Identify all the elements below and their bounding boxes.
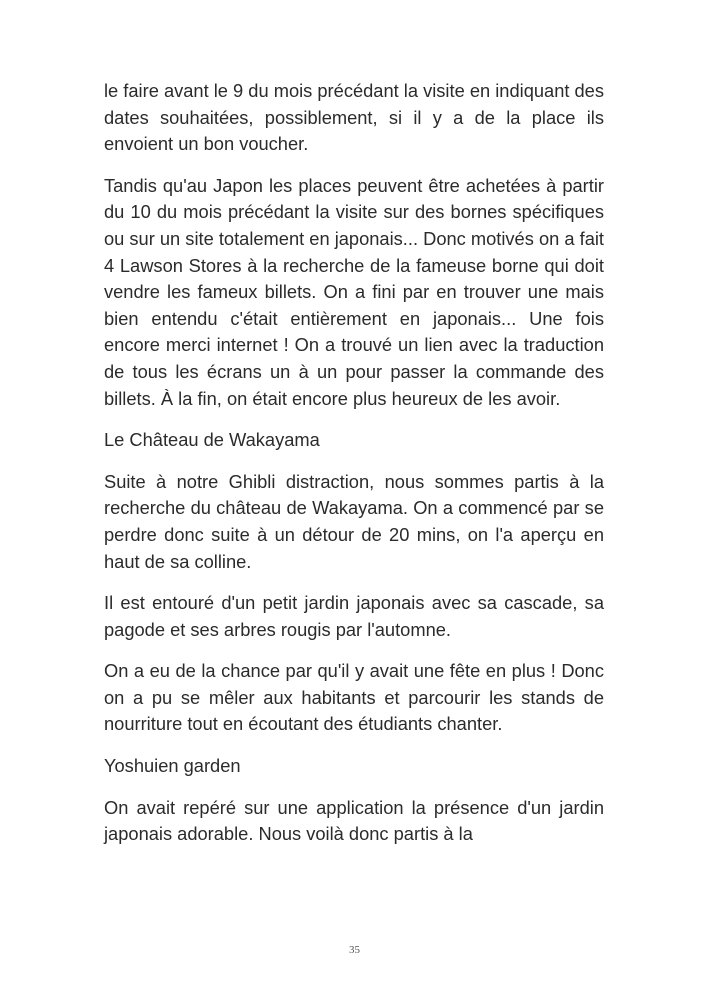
paragraph-castle-garden: Il est entouré d'un petit jardin japonais avec sa cascade, sa pagode et ses arbres rougis par l'automne. xyxy=(104,592,604,640)
paragraph-castle-search: Suite à notre Ghibli distraction, nous sommes partis à la recherche du château de Wakayama. On a commencé par se perdre donc suite à un détour de 20 mins, on l'a aperçu en haut de sa colline. xyxy=(104,470,604,572)
section-heading-yoshuien-garden: Yoshuien garden xyxy=(104,755,241,777)
page-content xyxy=(104,78,604,863)
section-heading-wakayama-castle: Le Château de Wakayama xyxy=(104,429,320,451)
page-number: 35 xyxy=(349,944,360,956)
paragraph-festival: On a eu de la chance par qu'il y avait une fête en plus ! Donc on a pu se mêler aux habitants et parcourir les stands de nourriture tout en écoutant des étudiants chanter. xyxy=(104,660,604,735)
paragraph-yoshuien: On avait repéré sur une application la présence d'un jardin japonais adorable. Nous voilà donc partis à la xyxy=(104,796,604,845)
paragraph-lawson-tickets: Tandis qu'au Japon les places peuvent être achetées à partir du 10 du mois précédant la visite sur des bornes spécifiques ou sur un site totalement en japonais... Donc motivés on a fait 4 Lawson Stores à la recherche de la fameuse borne qui doit vendre les fameux billets. On a fini par en trouver une mais bien entendu c'était entièrement en japonais... Une fois encore merci internet ! On a trouvé un lien avec la traduction de tous les écrans un à un pour passer la commande des billets. À la fin, on était encore plus heureux de les avoir. xyxy=(104,174,604,409)
paragraph-voucher: le faire avant le 9 du mois précédant la visite en indiquant des dates souhaitées, possiblement, si il y a de la place ils envoient un bon voucher. xyxy=(104,80,604,155)
